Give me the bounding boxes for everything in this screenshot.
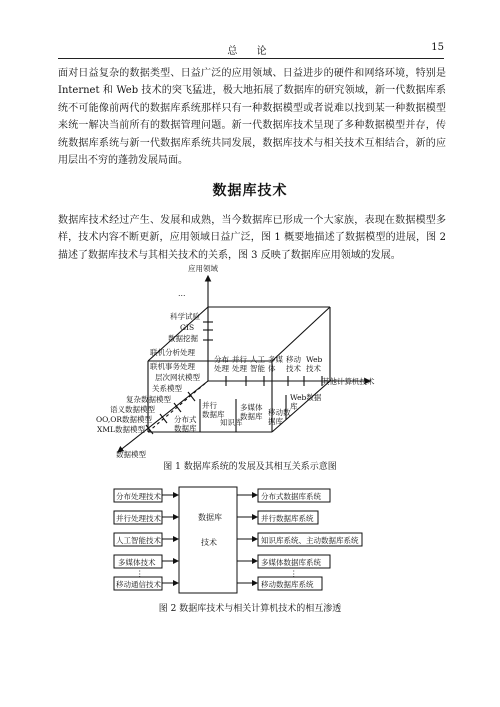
app-label: 数据挖掘	[168, 334, 198, 343]
header-title: 总 论	[227, 46, 275, 57]
app-label: 联机事务处理	[150, 362, 195, 371]
tech-label: 智能	[250, 364, 265, 373]
axis-right-label: 其他计算机技术	[322, 377, 375, 386]
tech-label: 体	[268, 364, 276, 373]
tech-box-label: 多媒体技术	[118, 558, 156, 567]
axis-down-label: 数据模型	[116, 450, 146, 459]
db-label: 分布式	[174, 415, 197, 424]
db-label: 移动数	[268, 408, 291, 417]
tech-label: Web	[306, 355, 323, 364]
tech-label: 并行	[232, 355, 247, 364]
app-label: 科学试验	[170, 312, 200, 321]
db-label: 数据库	[240, 412, 263, 421]
system-box-label: 多媒体数据库系统	[261, 558, 321, 567]
tech-box-label: 移动通信技术	[116, 580, 161, 589]
paragraph-database-tech: 数据库技术经过产生、发展和成熟，当今数据库已形成一个大家族，表现在数据模型多样，技术内容不断更新，应用领域日益广泛，图 1 概要地描述了数据模型的进展，图 2 描述了数据库技术与其相关技术的关系，图 3 反映了数据库应用领域的发展。	[58, 215, 446, 261]
model-label: XML数据模型	[97, 425, 145, 434]
tech-label: 分布	[214, 355, 229, 364]
db-label: 库	[290, 402, 298, 411]
db-label: 数据库	[202, 410, 225, 419]
system-box-label: 移动数据库系统	[261, 580, 314, 589]
system-box-label: 知识库系统、主动数据库系统	[261, 536, 359, 545]
db-label: Web数据	[290, 393, 322, 402]
up-ellipsis: …	[178, 289, 186, 298]
tech-box-label: 并行处理技术	[116, 514, 161, 523]
tech-label: 处理	[232, 364, 247, 373]
tech-label: 技术	[286, 364, 301, 373]
model-label: OO,OR数据模型	[96, 415, 153, 424]
left-vdots: ⋮	[136, 569, 144, 578]
app-label: GIS	[180, 323, 195, 332]
figure1-caption: 图 1 数据库系统的发展及其相互关系示意图	[163, 462, 337, 472]
center-label: 数据库	[198, 513, 222, 522]
tech-label: 处理	[214, 364, 229, 373]
db-label: 据库	[268, 417, 283, 426]
system-box-label: 分布式数据库系统	[261, 492, 321, 501]
model-label: 层次网状模型	[155, 373, 200, 382]
axis-up-label: 应用领域	[188, 264, 218, 273]
model-label: 关系模型	[152, 384, 182, 393]
model-label: 复杂数据模型	[126, 395, 171, 404]
model-label: 语义数据模型	[110, 405, 155, 414]
system-box-label: 并行数据库系统	[261, 514, 314, 523]
paragraph-intro: 面对日益复杂的数据类型、日益广泛的应用领域、日益进步的硬件和网络环境，特别是Internet 和 Web 技术的突飞猛进，极大地拓展了数据库的研究领域，新一代数据库系统不可能像前两代的数据库系统那样只有一种数据模型或者说难以找到某一种数据模型来统一解决当前所有的数据管理问题。新一代数据库技术呈现了多种数据模型并存，传统数据库系统与新一代数据库系统共同发展，数据库技术与相关技术互相结合，新的应用层出不穷的蓬勃发展局面。	[58, 68, 446, 167]
cube-edge	[272, 307, 330, 361]
tech-label: 技术	[306, 364, 321, 373]
tech-label: 人工	[250, 355, 265, 364]
tech-box-label: 分布处理技术	[116, 492, 161, 501]
tech-label: 多媒	[268, 355, 283, 364]
right-vdots: ⋮	[290, 569, 298, 578]
section-title: 数据库技术	[212, 183, 288, 199]
page-number: 15	[431, 42, 444, 53]
app-label: 联机分析处理	[150, 348, 195, 357]
db-label: 知识库	[220, 418, 243, 427]
db-label: 数据库	[174, 424, 197, 433]
db-label: 多媒体	[240, 403, 263, 412]
center-label: 技术	[201, 538, 217, 547]
tech-box-label: 人工智能技术	[116, 536, 161, 545]
figure2-caption: 图 2 数据库技术与相关计算机技术的相互渗透	[158, 604, 342, 614]
tech-label: 移动	[286, 355, 301, 364]
db-label: 并行	[202, 401, 217, 410]
